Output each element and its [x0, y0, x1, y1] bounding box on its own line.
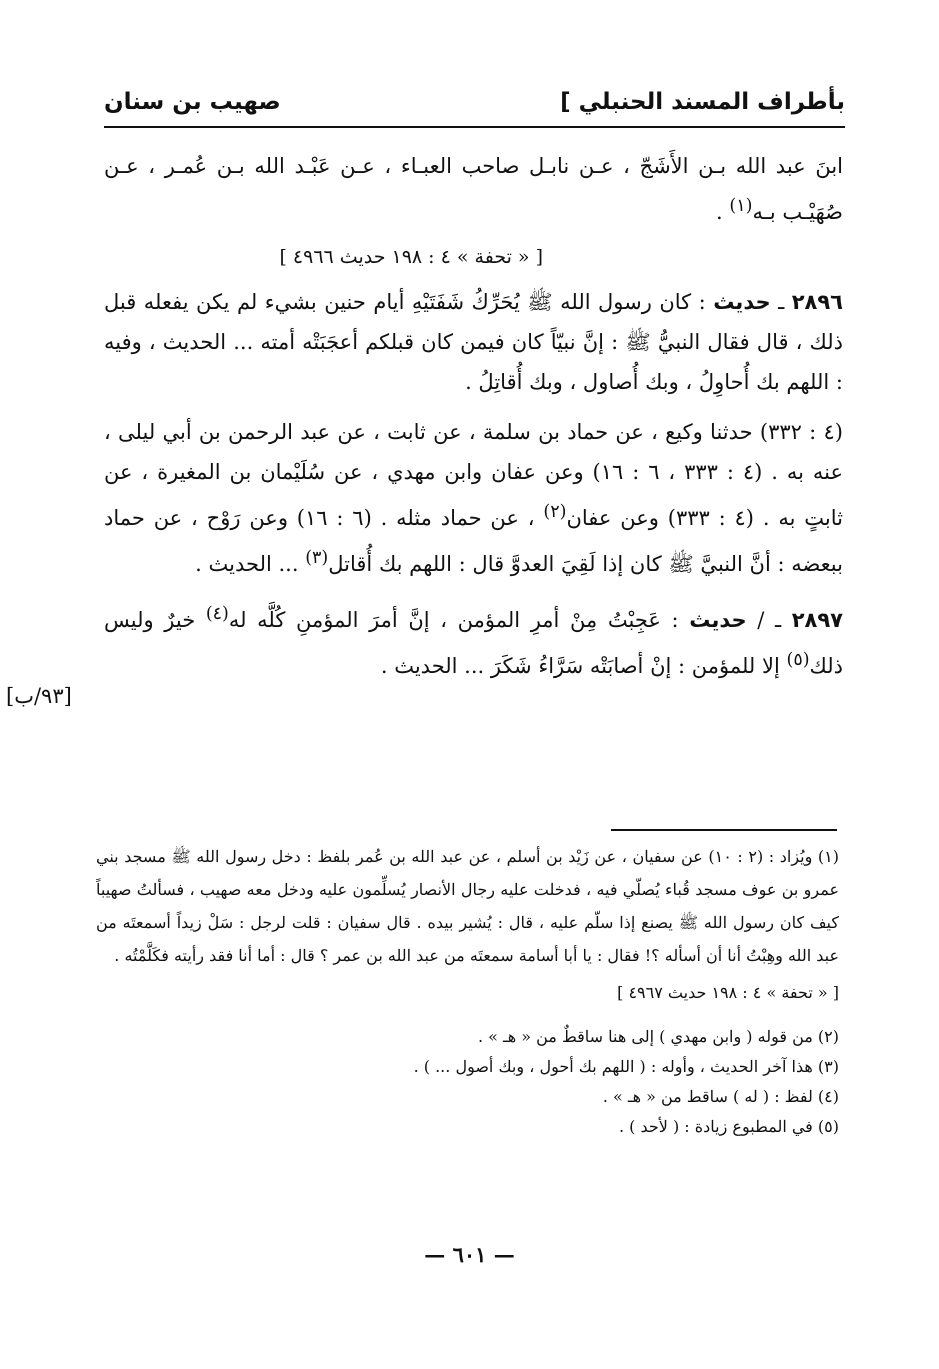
carry-over-text: ابنَ عبد الله بـن الأَشَجّ ، عـن نابـل صاحب العبـاء ، عـن عَبْـد الله بـن عُمـر ، عـن صُهَيْـب بـه: [104, 154, 843, 224]
footnote-marker-2: (٢): [543, 502, 567, 522]
footnote-3: (٣) هذا آخر الحديث ، وأوله : ( اللهم بك أحول ، وبك أصول ... ) .: [413, 1057, 839, 1076]
hadith-matn-part-2: خيرٌ وليس ذلك: [104, 608, 843, 678]
footnote-5: (٥) في المطبوع زيادة : ( لأحد ) .: [618, 1117, 839, 1136]
hadith-matn-part-1: : عَجِبْتُ مِنْ أمرِ المؤمن ، إنَّ أمرَ المؤمنِ كُلَّه له: [228, 608, 690, 632]
footnote-marker-5: (٥): [786, 650, 810, 670]
hadith-label: حديث: [713, 290, 771, 314]
hadith-number: ٢٨٩٦: [791, 290, 843, 314]
hadith-dash: ـ: [770, 290, 792, 314]
header-book-title: بأطراف المسند الحنبلي ]: [560, 89, 845, 115]
manuscript-folio-reference: [٩٣/ب]: [6, 684, 72, 708]
footnote-marker-1: (١): [729, 196, 753, 216]
hadith-label: حديث: [689, 608, 747, 632]
main-text: [104, 146, 843, 686]
header-section-title: صهيب بن سنان: [104, 89, 281, 115]
isnad-part-2: ، عن حماد مثله . (٦ : ١٦) وعن رَوْح ، عن حماد ببعضه : أنَّ النبيَّ ﷺ كان إذا لَقِيَ العدوَّ قال : اللهم بك أُقاتل: [104, 506, 843, 576]
carry-over-tail: .: [716, 200, 730, 224]
hadith-2896-paragraph: [104, 282, 843, 402]
footnote-marker-3: (٣): [305, 548, 329, 568]
hadith-matn-part-3: إلا للمؤمن : إنْ أصابَتْه سَرَّاءُ شَكَرَ ... الحديث .: [380, 654, 787, 678]
footnote-1: (١) ويُزاد : (٢ : ١٠) عن سفيان ، عن زَيْد بن أسلم ، عن عبد الله بن عُمر بلفظ : دخل رسول الله ﷺ مسجد بني عمرو بن عوف مسجد قُباء يُصلّي فيه ، فدخلت عليه رجال الأنصار يُسلِّمون عليه ودخل معه صهيب ، فسألتُ صهيباً كيف كان رسول الله ﷺ يصنع إذا سلّم عليه ، قال : يُشير بيده . قال سفيان : قلت لرجل : سَلْ زيداً أسمعتَه من عبد الله وهِبْتُ أنا أن أسأله ؟! فقال : يا أبا أسامة سمعتَه من عبد الله بن عمر ؟ قال : أما أنا فقد رأيته فكَلَّمْتُه .: [96, 847, 840, 965]
footnote-1-citation: [ « تحفة » ٤ : ١٩٨ حديث ٤٩٦٧ ]: [617, 983, 839, 1002]
footnotes: [96, 840, 839, 1142]
footnote-marker-4: (٤): [205, 604, 229, 624]
footnote-2: (٢) من قوله ( وابن مهدي ) إلى هنا ساقطٌ من « هـ » .: [477, 1027, 839, 1046]
short-footnotes: [96, 1022, 839, 1142]
hadith-2897-paragraph: [104, 594, 843, 686]
isnad-part-1: (٤ : ٣٣٢) حدثنا وكيع ، عن حماد بن سلمة ، عن ثابت ، عن عبد الرحمن بن أبي ليلى ، عنه به . (٤ : ٣٣٣ ، ٦ : ١٦) وعن عفان وابن مهدي ، عن سُلَيْمان بن المغيرة ، عن ثابتٍ به . (٤ : ٣٣٣) وعن عفان: [104, 420, 843, 530]
footnote-4: (٤) لفظ : ( له ) ساقط من « هـ » .: [602, 1087, 839, 1106]
hadith-2896-isnad: [104, 412, 843, 584]
footnote-rule: [611, 829, 837, 831]
running-header: [104, 82, 845, 122]
hadith-dash: ـ /: [746, 608, 792, 632]
header-rule: [104, 126, 845, 128]
hadith-matn: : كان رسول الله ﷺ يُحَرِّكُ شَفَتَيْهِ أيام حنين بشيء لم يكن يفعله قبل ذلك ، قال فقال النبيُّ ﷺ : إنَّ نبيّاً كان فيمن كان قبلكم أعجَبَتْه أمته ... الحديث ، وفيه : اللهم بك أُحاوِلُ ، وبك أُصاول ، وبك أُقاتِلُ .: [104, 290, 843, 394]
isnad-part-3: ... الحديث .: [195, 552, 306, 576]
hadith-number: ٢٨٩٧: [791, 608, 844, 632]
carry-over-paragraph: [104, 146, 843, 232]
tuhfa-citation: [ « تحفة » ٤ : ١٩٨ حديث ٤٩٦٦ ]: [279, 246, 543, 268]
page-number: — ٦٠١ —: [424, 1242, 515, 1267]
